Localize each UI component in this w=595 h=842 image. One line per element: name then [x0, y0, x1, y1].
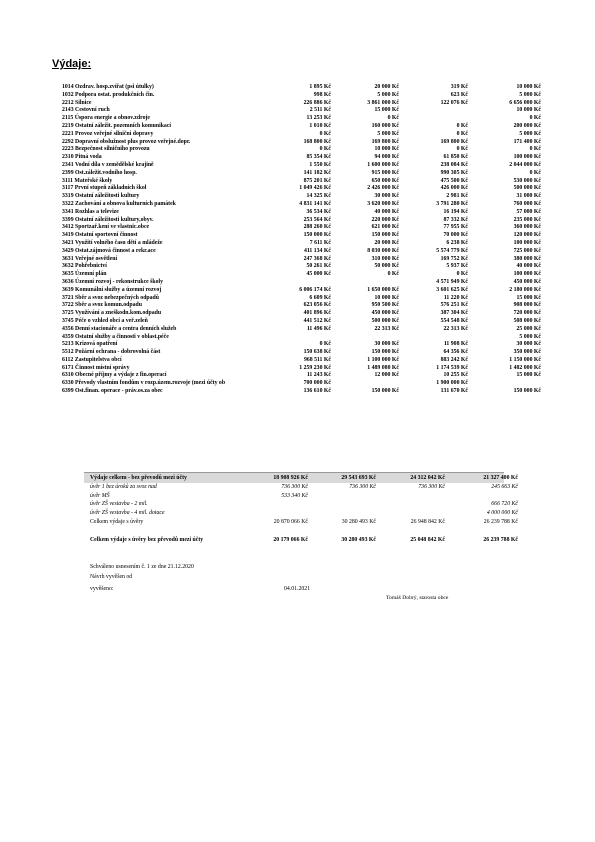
row-value-expected: 3 791 280 Kč [436, 200, 468, 207]
row-label: 3632 Pohřebnictví [62, 263, 107, 270]
row-value-expected: 2 981 Kč [446, 193, 468, 200]
summary-label: Výdaje celkem - bez převodů mezi účty [90, 475, 187, 481]
row-value-budget: 50 000 Kč [374, 263, 399, 270]
loan-value: 736 300 Kč [418, 484, 445, 490]
row-value-proposal: 450 000 Kč [513, 278, 541, 285]
row-label: 3721 Sběr a svoz nebezpečných odpadů [62, 294, 160, 301]
posted-from: Návrh vyvěšen od [90, 574, 133, 580]
row-value-expected: 6 238 Kč [446, 239, 468, 246]
row-value-proposal: 0 Kč [529, 169, 541, 176]
table-row [62, 130, 541, 139]
loan-label: úvěr 1 bez úroků za svoz nad [90, 484, 157, 490]
row-label: 2143 Cestovní ruch [62, 107, 110, 114]
row-value-proposal: 720 000 Kč [513, 310, 541, 317]
row-value-budget: 220 000 Kč [371, 216, 399, 223]
row-value-actual: 623 056 Kč [303, 302, 331, 309]
table-row [62, 310, 541, 318]
row-value-proposal: 31 000 Kč [516, 193, 541, 200]
row-value-budget: 0 Kč [387, 271, 399, 278]
table-row [62, 247, 541, 256]
row-value-actual: 998 Kč [313, 91, 331, 98]
row-value-budget: 1 600 000 Kč [367, 161, 399, 168]
row-value-proposal: 100 000 Kč [513, 239, 541, 246]
expenses-table [62, 84, 541, 396]
row-value-expected: 169 752 Kč [440, 255, 468, 262]
row-value-budget: 3 620 000 Kč [367, 200, 399, 207]
approval-note: Schváleno usnesením č. 1 ze dne 21.12.2020 [90, 564, 194, 570]
row-value-actual: 11 496 Kč [306, 325, 331, 332]
table-row [62, 341, 541, 349]
row-value-proposal: 1 482 000 Kč [509, 364, 541, 371]
row-value-budget: 950 500 Kč [371, 302, 399, 309]
row-value-proposal: 350 000 Kč [513, 349, 541, 356]
row-value-actual: 136 610 Kč [303, 388, 331, 395]
row-label: 1032 Podpora ostat. produkčních čin. [62, 91, 155, 98]
row-value-budget: 3 861 000 Kč [367, 99, 399, 106]
row-label: 6399 Ost.finan. operace - práv.os.za obec [62, 388, 163, 395]
posted-label: vyvěšeno: [90, 586, 114, 592]
table-row [62, 193, 541, 201]
with-loans-value: 20 870 066 Kč [273, 519, 308, 525]
row-value-actual: 401 896 Kč [303, 310, 331, 317]
row-value-budget: 500 000 Kč [371, 317, 399, 324]
table-row [62, 271, 541, 279]
row-value-expected: 990 305 Kč [440, 169, 468, 176]
table-row [62, 138, 541, 147]
loan-label: úvěr MŠ [90, 492, 110, 499]
row-value-budget: 30 000 Kč [374, 193, 399, 200]
row-label: 2399 Ost.záležit.vodního hosp. [62, 169, 137, 176]
row-value-actual: 288 260 Kč [303, 224, 331, 231]
row-value-expected: 0 Kč [456, 146, 468, 153]
table-row [62, 388, 541, 396]
summary-value: 29 543 693 Kč [341, 475, 376, 481]
with-loans-value: 26 239 788 Kč [483, 519, 518, 525]
row-value-proposal: 725 000 Kč [513, 247, 541, 254]
row-value-proposal: 100 000 Kč [513, 154, 541, 161]
row-value-expected: 64 356 Kč [443, 349, 468, 356]
page-heading: Výdaje: [52, 58, 92, 70]
row-value-proposal: 1 150 000 Kč [509, 356, 541, 363]
row-label: 6310 Obecné příjmy a výdaje z fin.operací [62, 372, 167, 379]
summary-block [84, 472, 518, 545]
table-row [62, 177, 541, 186]
row-value-expected: 61 850 Kč [443, 154, 468, 161]
row-value-actual: 14 325 Kč [306, 193, 331, 200]
row-value-budget: 150 000 Kč [371, 349, 399, 356]
row-value-budget: 160 000 Kč [371, 122, 399, 129]
row-value-expected: 22 313 Kč [443, 325, 468, 332]
final-label: Celkem výdaje s úvěry bez převodů mezi účty [90, 537, 204, 543]
row-value-budget: 169 800 Kč [371, 138, 399, 145]
row-value-budget: 621 000 Kč [371, 224, 399, 231]
table-row [62, 185, 541, 193]
table-row [62, 99, 541, 108]
row-value-proposal: 40 000 Kč [516, 263, 541, 270]
row-value-expected: 554 548 Kč [440, 317, 468, 324]
row-value-proposal: 171 400 Kč [513, 138, 541, 145]
posted-date: 04.01.2021 [284, 586, 311, 592]
row-value-actual: 1 259 230 Kč [299, 364, 331, 371]
row-value-expected: 10 255 Kč [443, 372, 468, 379]
row-value-proposal: 6 656 000 Kč [509, 99, 541, 106]
row-value-expected: 169 800 Kč [440, 138, 468, 145]
row-value-actual: 253 564 Kč [303, 216, 331, 223]
row-value-budget: 22 313 Kč [374, 325, 399, 332]
row-value-actual: 11 243 Kč [306, 372, 331, 379]
row-value-proposal: 10 000 Kč [516, 107, 541, 114]
row-label: 3412 Sportzař.kení ve vlastnic.obce [62, 224, 150, 231]
row-value-actual: 6 006 174 Kč [299, 286, 331, 293]
loan-row [84, 483, 518, 492]
row-label: 3341 Rozhlas a televize [62, 208, 119, 215]
table-row [62, 91, 541, 100]
summary-value: 18 908 926 Kč [273, 475, 308, 481]
row-value-expected: 238 084 Kč [440, 161, 468, 168]
final-value: 30 280 493 Kč [341, 537, 376, 543]
row-value-expected: 623 Kč [450, 91, 468, 98]
row-label: 3399 Ostatní záležitosti kultury,obyv. [62, 216, 154, 223]
row-value-actual: 45 000 Kč [306, 271, 331, 278]
row-value-proposal: 508 000 Kč [513, 317, 541, 324]
row-value-budget: 10 000 Kč [374, 294, 399, 301]
row-value-budget: 10 000 Kč [374, 146, 399, 153]
summary-value: 24 312 042 Kč [410, 475, 445, 481]
row-value-proposal: 908 000 Kč [513, 302, 541, 309]
row-label: 6330 Převody vlastním fondům v rozp.územ.rozvoje (mezi účty ob [62, 380, 226, 387]
row-value-proposal: 235 000 Kč [513, 216, 541, 223]
row-value-proposal: 5 000 Kč [519, 333, 541, 340]
row-value-expected: 5 937 Kč [446, 263, 468, 270]
row-value-expected: 11 220 Kč [443, 294, 468, 301]
row-value-actual: 700 000 Kč [303, 380, 331, 387]
row-value-expected: 70 000 Kč [443, 232, 468, 239]
row-value-proposal: 30 000 Kč [516, 341, 541, 348]
row-label: 2310 Pitná voda [62, 154, 102, 161]
row-value-budget: 915 000 Kč [371, 169, 399, 176]
table-row [62, 263, 541, 271]
row-value-expected: 1 174 539 Kč [436, 364, 468, 371]
row-value-budget: 94 000 Kč [374, 154, 399, 161]
row-value-actual: 1 010 Kč [309, 122, 331, 129]
row-value-expected: 122 076 Kč [440, 99, 468, 106]
row-value-actual: 875 201 Kč [303, 177, 331, 184]
row-value-proposal: 15 000 Kč [516, 372, 541, 379]
row-value-budget: 1 650 000 Kč [367, 286, 399, 293]
row-label: 3111 Mateřské školy [62, 177, 113, 184]
row-value-proposal: 15 000 Kč [516, 294, 541, 301]
row-value-budget: 150 000 Kč [371, 388, 399, 395]
row-label: 2341 Vodní díla v zemědělské krajině [62, 161, 154, 168]
row-value-proposal: 0 Kč [529, 146, 541, 153]
row-value-proposal: 5 000 Kč [519, 130, 541, 137]
row-label: 3639 Komunální služby a územní rozvoj [62, 286, 162, 293]
row-value-budget: 20 000 Kč [374, 239, 399, 246]
row-value-budget: 310 000 Kč [371, 255, 399, 262]
row-value-proposal: 100 000 Kč [513, 271, 541, 278]
row-label: 3725 Využívání a zneškodn.kom.odpadu [62, 310, 162, 317]
row-value-actual: 150 000 Kč [303, 232, 331, 239]
table-row [62, 302, 541, 310]
table-row [62, 278, 541, 287]
row-label: 3429 Ostat.zájmová činnost a rekr.ace [62, 247, 156, 254]
table-row [62, 333, 541, 342]
row-value-expected: 387 304 Kč [440, 310, 468, 317]
row-value-expected: 1 900 000 Kč [436, 380, 468, 387]
row-label: 2219 Ostatní záležit. pozemních komunikací [62, 122, 172, 129]
row-value-budget: 450 000 Kč [371, 310, 399, 317]
row-value-actual: 226 886 Kč [303, 99, 331, 106]
table-row [62, 286, 541, 295]
row-value-proposal: 360 000 Kč [513, 224, 541, 231]
loan-value: 736 300 Kč [281, 484, 308, 490]
row-value-budget: 0 Kč [387, 115, 399, 122]
table-row [62, 216, 541, 225]
row-value-proposal: 380 000 Kč [513, 255, 541, 262]
final-value: 20 179 066 Kč [273, 537, 308, 543]
row-value-actual: 1 895 Kč [309, 84, 331, 90]
loan-label: úvěr ZŠ vestavba - 4 mil. dotace [90, 509, 165, 516]
row-value-actual: 150 638 Kč [303, 349, 331, 356]
row-value-budget: 8 030 000 Kč [367, 247, 399, 254]
row-value-actual: 0 Kč [319, 341, 331, 348]
row-value-proposal: 120 000 Kč [513, 232, 541, 239]
row-value-proposal: 0 Kč [529, 115, 541, 122]
row-value-expected: 131 670 Kč [440, 388, 468, 395]
final-value: 25 048 842 Kč [410, 537, 445, 543]
row-value-expected: 11 908 Kč [443, 341, 468, 348]
row-label: 3635 Územní plán [62, 271, 107, 278]
row-label: 3636 Územní rozvoj - rekonstrukce školy [62, 278, 164, 285]
row-value-budget: 2 426 000 Kč [367, 185, 399, 192]
row-label: 2212 Silnice [62, 99, 92, 106]
row-label: 4359 Ostatní služby a činnosti v oblast.péče [62, 333, 169, 340]
with-loans-value: 26 948 842 Kč [410, 519, 445, 525]
row-label: 2115 Úspora energie a obnov.zdroje [62, 115, 150, 122]
row-label: 5512 Požární ochrana - dobrovolná část [62, 349, 161, 356]
row-value-proposal: 25 000 Kč [516, 325, 541, 332]
row-value-expected: 77 955 Kč [443, 224, 468, 231]
row-value-budget: 20 000 Kč [374, 84, 399, 90]
table-row [62, 255, 541, 264]
row-label: 1014 Ozdrav. hosp.zvířat (psi útulky) [62, 84, 154, 90]
signature-line: Tomáš Dobrý, starosta obce [386, 595, 449, 601]
row-label: 3745 Péče o vzhled obcí a veř.zeleň [62, 317, 148, 324]
row-value-budget: 5 000 Kč [377, 91, 399, 98]
row-value-actual: 36 534 Kč [306, 208, 331, 215]
table-row [62, 317, 541, 326]
row-value-proposal: 150 000 Kč [513, 388, 541, 395]
table-row [62, 380, 502, 388]
row-value-expected: 883 242 Kč [440, 356, 468, 363]
row-value-expected: 475 500 Kč [440, 177, 468, 184]
loan-label: úvěr ZŠ vestavba - 2 mil. [90, 501, 148, 507]
row-label: 5213 Krizová opatření [62, 341, 118, 348]
table-row [62, 294, 541, 303]
table-row [62, 232, 541, 240]
row-value-budget: 15 000 Kč [374, 107, 399, 114]
row-value-proposal: 200 000 Kč [513, 122, 541, 129]
row-value-actual: 50 261 Kč [306, 263, 331, 270]
table-row [62, 356, 541, 365]
row-value-expected: 3 601 625 Kč [436, 286, 468, 293]
loan-row [84, 500, 518, 509]
loan-value: 245 663 Kč [491, 484, 518, 490]
final-value: 26 239 788 Kč [483, 537, 518, 543]
table-row [62, 239, 541, 248]
row-value-expected: 87 332 Kč [443, 216, 468, 223]
with-loans-value: 30 280 493 Kč [341, 519, 376, 525]
row-value-actual: 1 550 Kč [309, 161, 331, 168]
table-row [62, 122, 541, 131]
row-label: 3322 Zachování a obnova kulturních památek [62, 200, 176, 207]
row-value-budget: 5 000 Kč [377, 130, 399, 137]
row-value-actual: 968 511 Kč [303, 356, 331, 363]
row-value-expected: 576 251 Kč [440, 302, 468, 309]
final-total-row [84, 535, 518, 545]
row-label: 2221 Provoz veřejné silniční dopravy [62, 130, 154, 137]
row-value-actual: 141 182 Kč [303, 169, 331, 176]
table-row [62, 154, 541, 162]
row-value-proposal: 10 000 Kč [516, 84, 541, 90]
row-value-expected: 0 Kč [456, 130, 468, 137]
with-loans-label: Celkem výdaje s úvěry [90, 519, 144, 525]
row-value-actual: 411 134 Kč [303, 247, 331, 254]
row-value-budget: 30 000 Kč [374, 341, 399, 348]
row-value-actual: 247 368 Kč [303, 255, 331, 262]
row-value-budget: 150 000 Kč [371, 232, 399, 239]
row-value-expected: 5 574 779 Kč [436, 247, 468, 254]
row-value-proposal: 2 180 000 Kč [509, 286, 541, 293]
row-value-actual: 7 611 Kč [309, 239, 331, 246]
row-label: 3421 Využití volného času dětí a mládeže [62, 239, 163, 246]
row-value-actual: 0 Kč [319, 130, 331, 137]
table-row [62, 364, 541, 373]
row-value-proposal: 2 044 000 Kč [509, 161, 541, 168]
row-label: 4356 Denní stacionáře a centra denních služeb [62, 325, 177, 332]
row-label: 2292 Dopravní obslužnost plus provoz veřejné.dopr. [62, 138, 191, 145]
table-row [62, 84, 541, 92]
row-value-actual: 1 049 426 Kč [299, 185, 331, 192]
row-value-proposal: 5 000 Kč [519, 91, 541, 98]
row-label: 3419 Ostatní sportovní činnost [62, 232, 138, 239]
row-value-proposal: 57 000 Kč [516, 208, 541, 215]
loan-row [84, 509, 518, 518]
loan-row [84, 492, 504, 501]
loan-value: 736 300 Kč [349, 484, 376, 490]
row-label: 3117 První stupeň základních škol [62, 185, 147, 192]
row-value-expected: 0 Kč [456, 271, 468, 278]
row-value-actual: 441 512 Kč [303, 317, 331, 324]
row-value-proposal: 760 000 Kč [513, 200, 541, 207]
row-value-actual: 168 800 Kč [303, 138, 331, 145]
row-value-actual: 4 831 141 Kč [299, 200, 331, 207]
row-label: 3722 Sběr a svoz komun.odpadu [62, 302, 142, 309]
summary-value: 21 327 400 Kč [483, 475, 518, 481]
row-value-budget: 1 100 000 Kč [367, 356, 399, 363]
row-label: 6112 Zastupitelstva obcí [62, 356, 122, 363]
table-row [62, 161, 541, 170]
row-label: 3319 Ostatní záležitosti kultury [62, 193, 140, 200]
row-value-budget: 40 000 Kč [374, 208, 399, 215]
with-loans-row [84, 517, 518, 529]
row-value-expected: 319 Kč [450, 84, 468, 90]
table-row [62, 146, 541, 154]
row-label: 3631 Veřejné osvětlení [62, 255, 118, 262]
row-value-actual: 6 609 Kč [309, 294, 331, 301]
table-row [62, 325, 541, 334]
table-row [62, 200, 541, 209]
row-label: 2223 Bezpečnost silničního provozu [62, 146, 150, 153]
table-row [62, 169, 541, 178]
row-value-actual: 0 Kč [319, 146, 331, 153]
table-row [62, 115, 541, 123]
row-value-proposal: 530 000 Kč [513, 177, 541, 184]
row-value-budget: 12 000 Kč [374, 372, 399, 379]
row-value-actual: 85 354 Kč [306, 154, 331, 161]
row-label: 6171 Činnost místní správy [62, 364, 130, 371]
row-value-expected: 426 000 Kč [440, 185, 468, 192]
loan-value: 666 720 Kč [491, 501, 518, 507]
row-value-budget: 1 489 080 Kč [367, 364, 399, 371]
table-row [62, 224, 541, 232]
summary-total-row [84, 473, 518, 483]
row-value-proposal: 500 000 Kč [513, 185, 541, 192]
row-value-actual: 2 511 Kč [309, 107, 331, 114]
row-value-budget: 650 000 Kč [371, 177, 399, 184]
row-value-expected: 16 194 Kč [443, 208, 468, 215]
table-row [62, 349, 541, 357]
row-value-actual: 13 253 Kč [306, 115, 331, 122]
table-row [62, 208, 541, 217]
loan-value: 533 340 Kč [281, 492, 308, 499]
row-value-expected: 4 571 949 Kč [436, 278, 468, 285]
loan-value: 4 000 000 Kč [486, 509, 518, 516]
row-value-expected: 0 Kč [456, 122, 468, 129]
